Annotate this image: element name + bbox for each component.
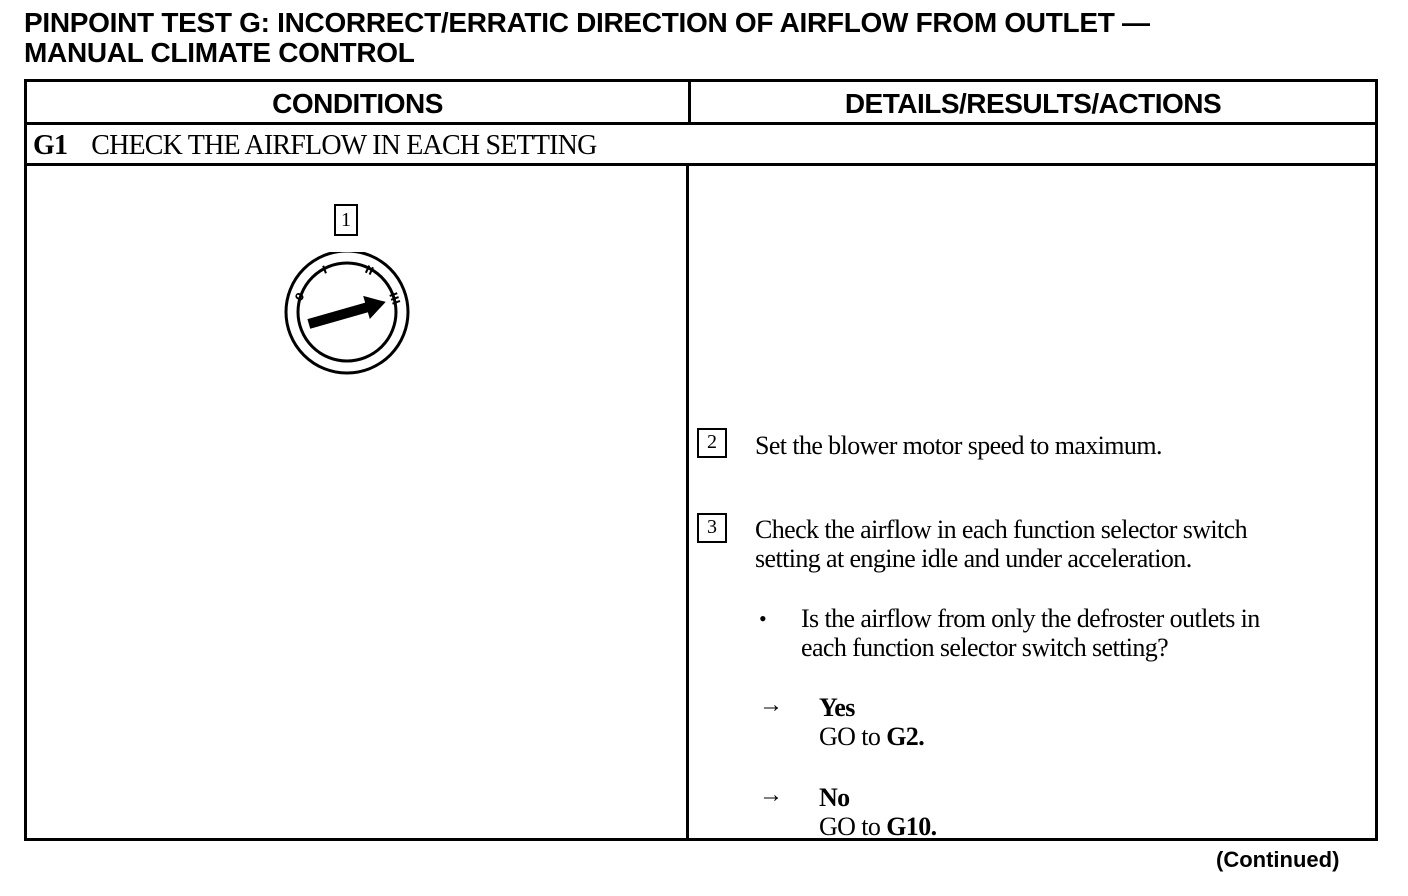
instruction-step-3-line-1: Check the airflow in each function selector switch <box>755 515 1247 544</box>
yes-arrow-icon: → <box>759 692 783 718</box>
dial-mark-2: II <box>362 262 376 279</box>
body-column-divider <box>686 166 689 838</box>
no-go-prefix: GO to <box>819 812 887 841</box>
continued-note: (Continued) <box>1216 847 1340 872</box>
instruction-step-3-line-2: setting at engine idle and under acceleration. <box>755 544 1192 573</box>
step-row <box>33 126 597 164</box>
yes-action <box>819 722 924 751</box>
no-result <box>819 783 937 841</box>
instruction-step-2: Set the blower motor speed to maximum. <box>755 431 1162 460</box>
yes-result <box>819 693 924 751</box>
question-line-2: each function selector switch setting? <box>801 633 1169 662</box>
conditions-header: CONDITIONS <box>272 88 443 119</box>
callout-1: 1 <box>334 204 358 236</box>
dial-pointer <box>306 290 390 335</box>
pinpoint-test-table <box>24 79 1378 841</box>
details-header: DETAILS/RESULTS/ACTIONS <box>844 88 1222 119</box>
step-title: CHECK THE AIRFLOW IN EACH SETTING <box>91 130 597 161</box>
yes-label: Yes <box>819 693 855 722</box>
blower-speed-dial-icon <box>281 252 415 376</box>
page-title <box>24 8 1150 68</box>
no-arrow-icon: → <box>759 782 783 808</box>
question-line-1: Is the airflow from only the defroster outlets in <box>801 604 1260 633</box>
callout-3: 3 <box>697 513 727 543</box>
bullet-icon: • <box>759 606 767 631</box>
no-action <box>819 812 937 841</box>
callout-2: 2 <box>697 428 727 458</box>
dial-mark-0: 0 <box>292 290 308 304</box>
step-id: G1 <box>33 130 68 161</box>
no-label: No <box>819 783 850 812</box>
instruction-step-3 <box>755 515 1247 573</box>
yes-go-prefix: GO to <box>819 722 887 751</box>
title-line-2: MANUAL CLIMATE CONTROL <box>24 37 415 68</box>
yes-target: G2. <box>886 722 925 751</box>
dial-mark-3: III <box>386 290 403 307</box>
title-line-1: PINPOINT TEST G: INCORRECT/ERRATIC DIRECTION OF AIRFLOW FROM OUTLET — <box>24 7 1150 38</box>
no-target: G10. <box>886 812 937 841</box>
dial-mark-1: I <box>320 263 329 277</box>
question <box>801 604 1260 662</box>
